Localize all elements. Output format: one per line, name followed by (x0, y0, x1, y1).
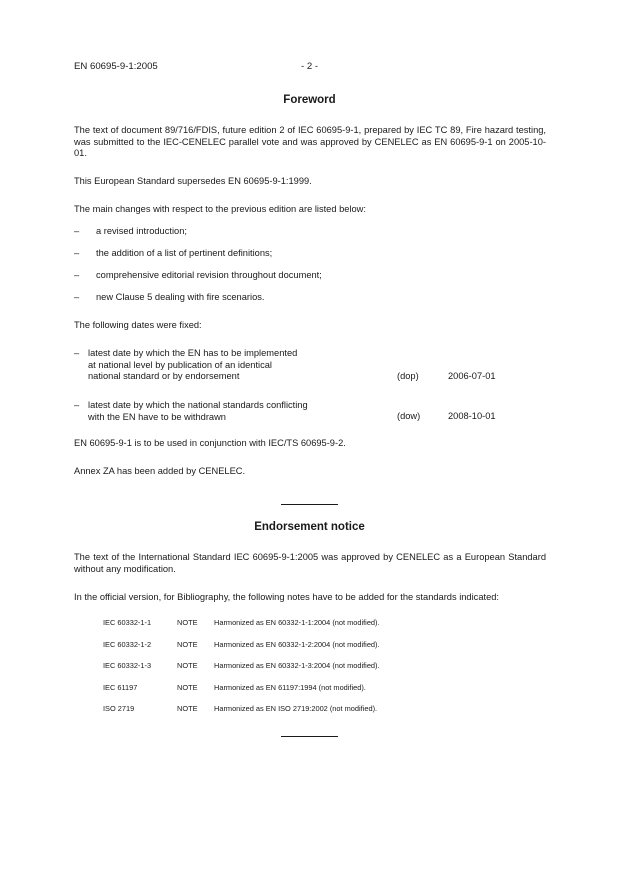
foreword-paragraph-2: This European Standard supersedes EN 60695-9-1:1999. (74, 176, 312, 186)
note-tag: NOTE (177, 704, 198, 713)
list-dash: – (74, 348, 80, 358)
date-row-dop-date: 2006-07-01 (448, 371, 496, 381)
note-tag: NOTE (177, 618, 198, 627)
date-row-dow-date: 2008-10-01 (448, 411, 496, 421)
note-tag: NOTE (177, 683, 198, 692)
note-tag: NOTE (177, 661, 198, 670)
header-doc-id: EN 60695-9-1:2005 (74, 61, 158, 72)
date-row-dow-text: latest date by which the national standards conflicting with the EN have to be withdrawn (88, 400, 308, 422)
change-item-1: a revised introduction; (96, 226, 187, 236)
list-dash: – (74, 400, 80, 410)
date-row-dop-text: latest date by which the EN has to be implemented at national level by publication of an identical national standard or by endorsement (88, 348, 298, 381)
foreword-paragraph-1: The text of document 89/716/FDIS, future edition 2 of IEC 60695-9-1, prepared by IEC TC 89, Fire hazard testing, was submitted to the IEC-CENELEC parallel vote and was approved by CENELEC as EN 60695-9-1 on 2005-10-01. (74, 125, 546, 158)
note-standard: IEC 60332-1-2 (103, 640, 152, 649)
foreword-paragraph-4: EN 60695-9-1 is to be used in conjunction with IEC/TS 60695-9-2. (74, 438, 346, 448)
list-dash: – (74, 226, 80, 236)
endorsement-paragraph-1: The text of the International Standard IEC 60695-9-1:2005 was approved by CENELEC as a European Standard without any modification. (74, 552, 546, 574)
section-divider (281, 736, 338, 737)
foreword-paragraph-5: Annex ZA has been added by CENELEC. (74, 466, 246, 476)
list-dash: – (74, 248, 80, 258)
dates-intro: The following dates were fixed: (74, 320, 202, 330)
note-text: Harmonized as EN 60332-1-2:2004 (not modified). (214, 640, 380, 649)
note-text: Harmonized as EN 60332-1-1:2004 (not modified). (214, 618, 380, 627)
header-page-number: - 2 - (300, 61, 319, 72)
note-standard: ISO 2719 (103, 704, 135, 713)
section-divider (281, 504, 338, 505)
change-item-4: new Clause 5 dealing with fire scenarios. (96, 292, 265, 302)
list-dash: – (74, 292, 80, 302)
date-row-dop-code: (dop) (397, 371, 419, 381)
note-standard: IEC 61197 (103, 683, 138, 692)
note-text: Harmonized as EN 60332-1-3:2004 (not modified). (214, 661, 380, 670)
change-item-3: comprehensive editorial revision throughout document; (96, 270, 322, 280)
change-item-2: the addition of a list of pertinent definitions; (96, 248, 273, 258)
foreword-title: Foreword (283, 94, 336, 106)
note-text: Harmonized as EN 61197:1994 (not modified). (214, 683, 366, 692)
note-tag: NOTE (177, 640, 198, 649)
note-standard: IEC 60332-1-3 (103, 661, 152, 670)
endorsement-paragraph-2: In the official version, for Bibliography, the following notes have to be added for the standards indicated: (74, 592, 499, 602)
note-standard: IEC 60332-1-1 (103, 618, 152, 627)
endorsement-title: Endorsement notice (254, 521, 365, 533)
foreword-paragraph-3: The main changes with respect to the previous edition are listed below: (74, 204, 366, 214)
note-text: Harmonized as EN ISO 2719:2002 (not modified). (214, 704, 378, 713)
list-dash: – (74, 270, 80, 280)
date-row-dow-code: (dow) (397, 411, 421, 421)
